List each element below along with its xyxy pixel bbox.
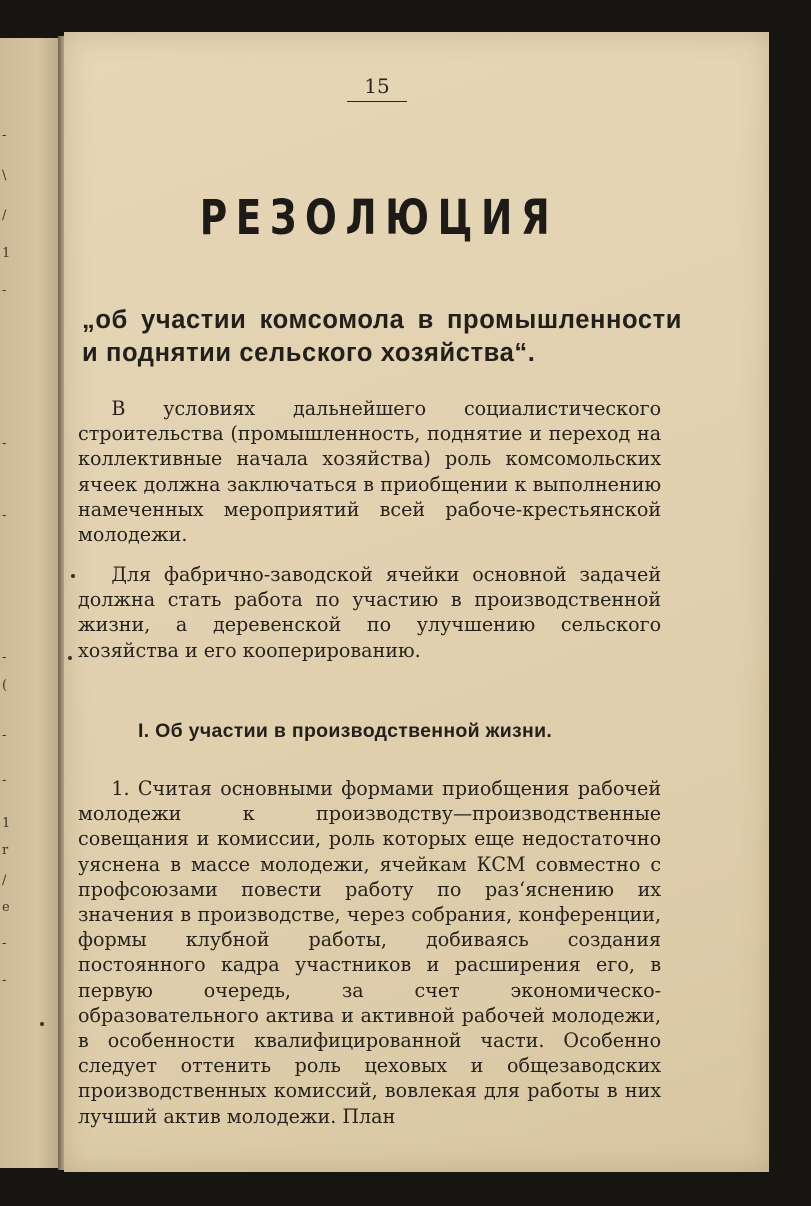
left-page-fragment: - (2, 436, 7, 451)
left-page-fragment: / (2, 208, 7, 223)
ink-speck (68, 656, 72, 660)
left-page-fragment: 1 (2, 816, 11, 831)
page-title: РЕЗОЛЮЦИЯ (199, 190, 559, 246)
document-page (64, 32, 769, 1172)
left-page-fragment: \ (2, 168, 7, 183)
page-number: 15 (347, 74, 407, 102)
left-page-fragment: - (2, 973, 7, 988)
left-page-fragment: / (2, 873, 7, 888)
left-page-fragment: - (2, 508, 7, 523)
left-page-fragment: ( (2, 678, 8, 693)
intro-paragraph: В условиях дальнейшего социалистического строительства (промышленность, поднятие и переход на коллективные начала хозяйства) роль комсомольских ячеек должна заключаться в приобщении к выполнению намеченных мероприятий всей рабоче-крестьянской молодежи. (78, 397, 662, 547)
ink-speck (40, 1022, 44, 1026)
left-page-fragment: - (2, 728, 7, 743)
left-page-fragment: - (2, 650, 7, 665)
page-subtitle: „об участии комсомола в промышленности и поднятии сельского хозяйства“. (82, 306, 682, 367)
left-page-fragment: 1 (2, 246, 11, 261)
left-page-fragment: r (2, 843, 9, 858)
left-page-fragment: - (2, 283, 7, 298)
left-page-fragment: e (2, 900, 10, 915)
left-page-fragment: - (2, 773, 7, 788)
intro-paragraph: Для фабрично-заводской ячейки основной задачей должна стать работа по участию в производственной жизни, а деревенской по улучшению сельского хозяйства и его кооперированию. (78, 563, 662, 662)
section-heading: I. Об участии в производственной жизни. (138, 720, 553, 742)
left-page-fragment: - (2, 936, 7, 951)
left-page-fragment: - (2, 128, 7, 143)
ink-speck (71, 574, 75, 578)
left-page-edge (0, 38, 62, 1168)
section-paragraph: 1. Считая основными формами приобщения рабочей молодежи к производству—производственные совещания и комиссии, роль которых еще недостаточно уяснена в массе молодежи, ячейкам КСМ совместно с профсоюзами повести работу по раз‘яснению их значения в производстве, через собрания, конференции, формы клубной работы, добиваясь создания постоянного кадра участников и расширения его, в первую очередь, за счет экономическо-образовательного актива и активной рабочей молодежи, в особенности квалифицированной части. Особенно следует оттенить роль цеховых и общезаводских производственных комиссий, вовлекая для работы в них лучший актив молодежи. План (78, 777, 662, 1128)
